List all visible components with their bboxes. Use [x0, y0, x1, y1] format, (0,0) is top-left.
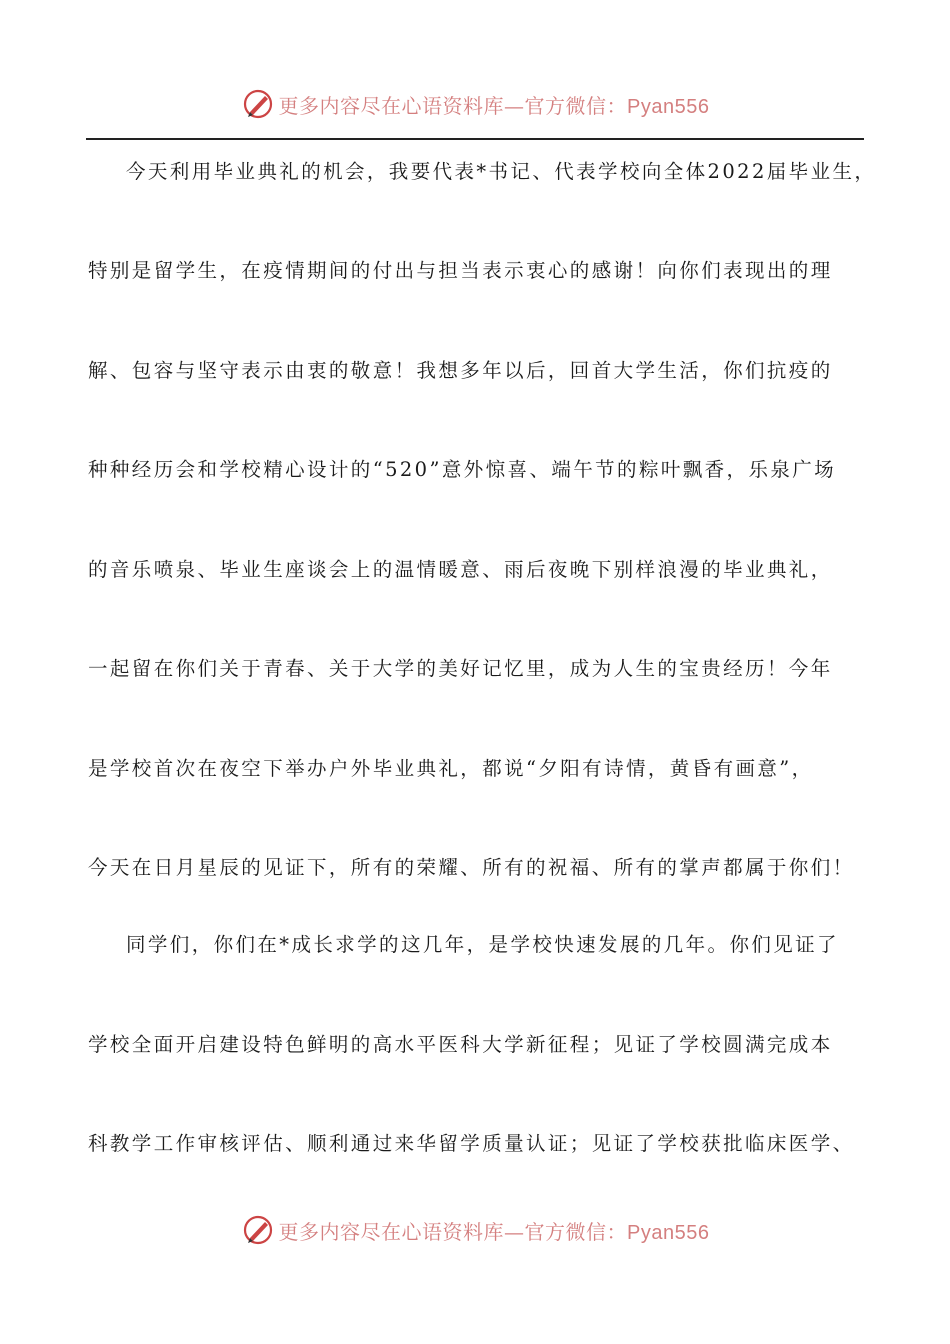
pen-logo-icon: [241, 87, 275, 121]
header-divider: [86, 138, 864, 140]
footer-banner: [0, 1210, 950, 1250]
text-line: 是学校首次在夜空下举办户外毕业典礼，都说“夕阳有诗情，黄昏有画意”，: [88, 757, 814, 780]
header-banner: [0, 84, 950, 124]
wechat-id: Pyan556: [627, 1221, 710, 1244]
text-line: 学校全面开启建设特色鲜明的高水平医科大学新征程；见证了学校圆满完成本: [88, 1033, 833, 1056]
wechat-id: Pyan556: [627, 95, 710, 118]
banner-text: 更多内容尽在心语资料库—官方微信：Pyan556: [278, 1219, 710, 1244]
text-line: 科教学工作审核评估、顺利通过来华留学质量认证；见证了学校获批临床医学、: [88, 1132, 855, 1155]
text-line: 同学们，你们在*成长求学的这几年，是学校快速发展的几年。你们见证了: [126, 933, 839, 956]
text-line: 今天在日月星辰的见证下，所有的荣耀、所有的祝福、所有的掌声都属于你们！: [88, 856, 855, 879]
banner-text: 更多内容尽在心语资料库—官方微信：Pyan556: [278, 93, 710, 118]
text-line: 一起留在你们关于青春、关于大学的美好记忆里，成为人生的宝贵经历！今年: [88, 657, 833, 680]
text-line: 种种经历会和学校精心设计的“520”意外惊喜、端午节的粽叶飘香，乐泉广场: [88, 458, 837, 481]
text-line: 的音乐喷泉、毕业生座谈会上的温情暖意、雨后夜晚下别样浪漫的毕业典礼，: [88, 558, 833, 581]
pen-logo-icon: [241, 1213, 275, 1247]
text-line: 特别是留学生，在疫情期间的付出与担当表示衷心的感谢！向你们表现出的理: [88, 259, 833, 282]
text-line: 解、包容与坚守表示由衷的敬意！我想多年以后，回首大学生活，你们抗疫的: [88, 359, 833, 382]
text-line: 今天利用毕业典礼的机会，我要代表*书记、代表学校向全体2022届毕业生，: [126, 160, 877, 183]
